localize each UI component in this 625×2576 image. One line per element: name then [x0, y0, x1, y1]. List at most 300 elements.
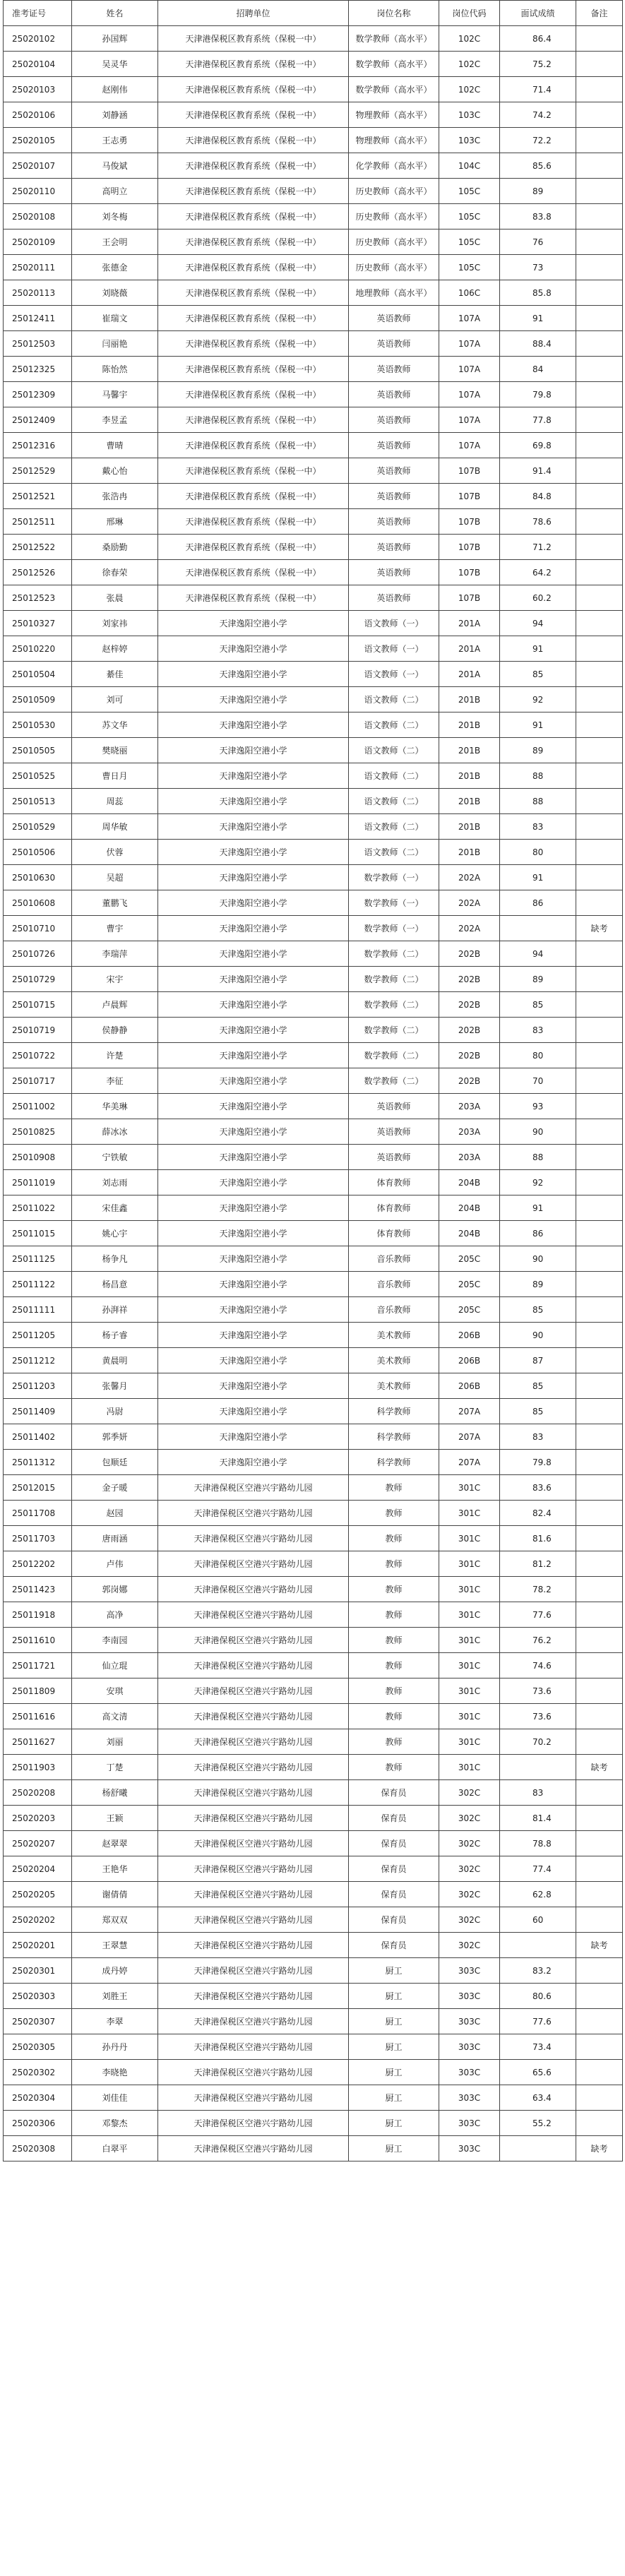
header-position-code: 岗位代码	[439, 1, 500, 26]
cell-position: 教师	[349, 1577, 439, 1602]
cell-exam-id: 25020302	[4, 2060, 72, 2085]
cell-unit: 天津逸阳空港小学	[158, 738, 349, 763]
cell-unit: 天津港保税区空港兴宇路幼儿园	[158, 1907, 349, 1933]
cell-name: 丁楚	[72, 1755, 158, 1780]
cell-exam-id: 25010717	[4, 1068, 72, 1094]
cell-position-code: 201B	[439, 814, 500, 840]
table-row	[4, 687, 623, 712]
cell-unit: 天津港保税区教育系统（保税一中）	[158, 585, 349, 611]
cell-exam-id: 25010513	[4, 789, 72, 814]
cell-position-code: 301C	[439, 1678, 500, 1704]
cell-note	[576, 407, 623, 433]
cell-unit: 天津港保税区空港兴宇路幼儿园	[158, 1729, 349, 1755]
cell-note	[576, 636, 623, 662]
cell-unit: 天津港保税区教育系统（保税一中）	[158, 357, 349, 382]
cell-name: 桑励勤	[72, 535, 158, 560]
cell-position-code: 107B	[439, 535, 500, 560]
cell-score: 70.2	[500, 1729, 576, 1755]
cell-score	[500, 2136, 576, 2161]
cell-exam-id: 25010729	[4, 967, 72, 992]
cell-position-code: 301C	[439, 1704, 500, 1729]
cell-score: 89	[500, 1272, 576, 1297]
cell-exam-id: 25010715	[4, 992, 72, 1018]
cell-position-code: 107A	[439, 382, 500, 407]
cell-exam-id: 25011809	[4, 1678, 72, 1704]
cell-position-code: 103C	[439, 102, 500, 128]
cell-position: 厨工	[349, 2060, 439, 2085]
cell-score: 70	[500, 1068, 576, 1094]
cell-note	[576, 1272, 623, 1297]
cell-name: 马俊斌	[72, 153, 158, 179]
cell-score: 77.6	[500, 2009, 576, 2034]
cell-position: 数学教师（一）	[349, 890, 439, 916]
cell-exam-id: 25020202	[4, 1907, 72, 1933]
cell-position-code: 202B	[439, 992, 500, 1018]
cell-name: 杨子睿	[72, 1323, 158, 1348]
cell-position-code: 201B	[439, 738, 500, 763]
cell-note	[576, 992, 623, 1018]
cell-name: 孙国辉	[72, 26, 158, 52]
cell-name: 赵园	[72, 1501, 158, 1526]
cell-name: 孙丹丹	[72, 2034, 158, 2060]
cell-position: 英语教师	[349, 1145, 439, 1170]
cell-unit: 天津逸阳空港小学	[158, 1272, 349, 1297]
cell-note	[576, 509, 623, 535]
cell-unit: 天津港保税区空港兴宇路幼儿园	[158, 1602, 349, 1628]
cell-score: 60.2	[500, 585, 576, 611]
table-row	[4, 1373, 623, 1399]
cell-score: 76.2	[500, 1628, 576, 1653]
cell-position-code: 207A	[439, 1424, 500, 1450]
table-row	[4, 1526, 623, 1551]
cell-exam-id: 25011903	[4, 1755, 72, 1780]
cell-name: 黄晨明	[72, 1348, 158, 1373]
table-row	[4, 2085, 623, 2111]
table-row	[4, 560, 623, 585]
cell-position-code: 301C	[439, 1602, 500, 1628]
cell-exam-id: 25012523	[4, 585, 72, 611]
cell-score: 86	[500, 890, 576, 916]
table-row	[4, 407, 623, 433]
cell-exam-id: 25011423	[4, 1577, 72, 1602]
cell-position-code: 205C	[439, 1297, 500, 1323]
table-row	[4, 1882, 623, 1907]
cell-unit: 天津港保税区教育系统（保税一中）	[158, 52, 349, 77]
cell-note	[576, 255, 623, 280]
cell-note	[576, 967, 623, 992]
cell-position: 教师	[349, 1653, 439, 1678]
cell-unit: 天津逸阳空港小学	[158, 916, 349, 941]
cell-unit: 天津逸阳空港小学	[158, 967, 349, 992]
cell-exam-id: 25012411	[4, 306, 72, 331]
cell-exam-id: 25011627	[4, 1729, 72, 1755]
cell-unit: 天津逸阳空港小学	[158, 1068, 349, 1094]
cell-score: 91	[500, 636, 576, 662]
cell-score: 91	[500, 865, 576, 890]
cell-position-code: 106C	[439, 280, 500, 306]
cell-exam-id: 25012522	[4, 535, 72, 560]
cell-note: 缺考	[576, 2136, 623, 2161]
table-row	[4, 2136, 623, 2161]
cell-score: 81.4	[500, 1806, 576, 1831]
cell-position: 英语教师	[349, 306, 439, 331]
cell-score: 80	[500, 840, 576, 865]
cell-position: 物理教师（高水平）	[349, 102, 439, 128]
cell-position-code: 107A	[439, 306, 500, 331]
cell-name: 包顺廷	[72, 1450, 158, 1475]
cell-position: 数学教师（二）	[349, 941, 439, 967]
cell-position-code: 201B	[439, 789, 500, 814]
cell-position-code: 303C	[439, 1958, 500, 1984]
cell-note	[576, 1780, 623, 1806]
cell-name: 郭季妍	[72, 1424, 158, 1450]
table-row	[4, 52, 623, 77]
cell-position: 语文教师（二）	[349, 738, 439, 763]
cell-position-code: 205C	[439, 1246, 500, 1272]
cell-note	[576, 1806, 623, 1831]
cell-position-code: 303C	[439, 2085, 500, 2111]
cell-name: 吴灵华	[72, 52, 158, 77]
table-row	[4, 458, 623, 484]
cell-note	[576, 840, 623, 865]
header-name: 姓名	[72, 1, 158, 26]
table-row	[4, 204, 623, 229]
cell-note	[576, 204, 623, 229]
cell-unit: 天津港保税区空港兴宇路幼儿园	[158, 2034, 349, 2060]
cell-exam-id: 25012511	[4, 509, 72, 535]
cell-note	[576, 662, 623, 687]
cell-unit: 天津港保税区空港兴宇路幼儿园	[158, 1806, 349, 1831]
cell-name: 曹宇	[72, 916, 158, 941]
cell-score: 93	[500, 1094, 576, 1119]
cell-unit: 天津逸阳空港小学	[158, 1145, 349, 1170]
cell-unit: 天津港保税区教育系统（保税一中）	[158, 535, 349, 560]
table-row	[4, 1297, 623, 1323]
cell-note	[576, 865, 623, 890]
cell-position: 化学教师（高水平）	[349, 153, 439, 179]
cell-unit: 天津逸阳空港小学	[158, 712, 349, 738]
cell-position-code: 302C	[439, 1856, 500, 1882]
cell-note	[576, 1221, 623, 1246]
cell-name: 崔瑞文	[72, 306, 158, 331]
cell-note	[576, 712, 623, 738]
cell-name: 薛冰冰	[72, 1119, 158, 1145]
cell-note	[576, 763, 623, 789]
cell-score: 69.8	[500, 433, 576, 458]
cell-position-code: 303C	[439, 2111, 500, 2136]
table-row	[4, 585, 623, 611]
cell-exam-id: 25011212	[4, 1348, 72, 1373]
cell-note	[576, 1628, 623, 1653]
cell-position-code: 201B	[439, 687, 500, 712]
table-row	[4, 916, 623, 941]
cell-position-code: 201B	[439, 840, 500, 865]
cell-position-code: 301C	[439, 1475, 500, 1501]
table-row	[4, 1170, 623, 1195]
cell-score: 80	[500, 1043, 576, 1068]
cell-exam-id: 25011122	[4, 1272, 72, 1297]
cell-name: 王志勇	[72, 128, 158, 153]
cell-exam-id: 25010506	[4, 840, 72, 865]
cell-note	[576, 1068, 623, 1094]
table-row	[4, 1551, 623, 1577]
header-note: 备注	[576, 1, 623, 26]
cell-note	[576, 789, 623, 814]
table-row	[4, 1119, 623, 1145]
cell-position-code: 207A	[439, 1399, 500, 1424]
cell-position: 语文教师（二）	[349, 687, 439, 712]
cell-position-code: 303C	[439, 2136, 500, 2161]
score-table	[3, 0, 623, 2161]
cell-score: 77.4	[500, 1856, 576, 1882]
cell-exam-id: 25010505	[4, 738, 72, 763]
cell-unit: 天津港保税区空港兴宇路幼儿园	[158, 1882, 349, 1907]
cell-note	[576, 2034, 623, 2060]
cell-position: 数学教师（高水平）	[349, 52, 439, 77]
cell-name: 姚心宇	[72, 1221, 158, 1246]
cell-name: 张德金	[72, 255, 158, 280]
cell-exam-id: 25010630	[4, 865, 72, 890]
cell-name: 李晓艳	[72, 2060, 158, 2085]
cell-unit: 天津港保税区教育系统（保税一中）	[158, 179, 349, 204]
table-row	[4, 1043, 623, 1068]
cell-name: 杨争凡	[72, 1246, 158, 1272]
cell-exam-id: 25012409	[4, 407, 72, 433]
cell-score: 83.6	[500, 1475, 576, 1501]
cell-score: 60	[500, 1907, 576, 1933]
cell-position-code: 201B	[439, 763, 500, 789]
cell-note	[576, 1195, 623, 1221]
cell-exam-id: 25020304	[4, 2085, 72, 2111]
cell-position-code: 206B	[439, 1348, 500, 1373]
cell-unit: 天津港保税区教育系统（保税一中）	[158, 204, 349, 229]
cell-position: 厨工	[349, 1958, 439, 1984]
cell-position-code: 301C	[439, 1526, 500, 1551]
cell-name: 赵翠翠	[72, 1831, 158, 1856]
table-row	[4, 1907, 623, 1933]
cell-exam-id: 25012202	[4, 1551, 72, 1577]
cell-note	[576, 1323, 623, 1348]
cell-name: 高净	[72, 1602, 158, 1628]
cell-exam-id: 25012526	[4, 560, 72, 585]
table-row	[4, 382, 623, 407]
cell-name: 李征	[72, 1068, 158, 1094]
cell-note	[576, 1145, 623, 1170]
cell-position: 教师	[349, 1704, 439, 1729]
cell-unit: 天津港保税区教育系统（保税一中）	[158, 280, 349, 306]
cell-position: 教师	[349, 1678, 439, 1704]
cell-exam-id: 25011918	[4, 1602, 72, 1628]
cell-score: 78.8	[500, 1831, 576, 1856]
cell-position-code: 201A	[439, 611, 500, 636]
cell-position: 体育教师	[349, 1170, 439, 1195]
table-row	[4, 1653, 623, 1678]
cell-note	[576, 1246, 623, 1272]
cell-score: 83	[500, 814, 576, 840]
cell-name: 董鹏飞	[72, 890, 158, 916]
cell-name: 邓黎杰	[72, 2111, 158, 2136]
table-row	[4, 229, 623, 255]
cell-exam-id: 25020105	[4, 128, 72, 153]
cell-name: 李南园	[72, 1628, 158, 1653]
cell-unit: 天津港保税区教育系统（保税一中）	[158, 153, 349, 179]
table-row	[4, 433, 623, 458]
cell-unit: 天津逸阳空港小学	[158, 1450, 349, 1475]
cell-unit: 天津港保税区空港兴宇路幼儿园	[158, 1984, 349, 2009]
cell-exam-id: 25020204	[4, 1856, 72, 1882]
cell-position-code: 107A	[439, 331, 500, 357]
table-row	[4, 1984, 623, 2009]
cell-name: 王会明	[72, 229, 158, 255]
cell-position-code: 303C	[439, 2009, 500, 2034]
cell-unit: 天津逸阳空港小学	[158, 1246, 349, 1272]
cell-name: 唐雨涵	[72, 1526, 158, 1551]
cell-unit: 天津逸阳空港小学	[158, 611, 349, 636]
cell-exam-id: 25020106	[4, 102, 72, 128]
cell-name: 李瑞萍	[72, 941, 158, 967]
cell-exam-id: 25020306	[4, 2111, 72, 2136]
cell-exam-id: 25012316	[4, 433, 72, 458]
cell-unit: 天津港保税区空港兴宇路幼儿园	[158, 2111, 349, 2136]
cell-position: 科学教师	[349, 1450, 439, 1475]
cell-unit: 天津逸阳空港小学	[158, 687, 349, 712]
cell-position: 厨工	[349, 2034, 439, 2060]
cell-name: 曹晴	[72, 433, 158, 458]
cell-score: 88	[500, 789, 576, 814]
table-row	[4, 1145, 623, 1170]
cell-unit: 天津逸阳空港小学	[158, 1323, 349, 1348]
cell-position: 英语教师	[349, 382, 439, 407]
cell-score	[500, 916, 576, 941]
cell-note	[576, 1170, 623, 1195]
table-row	[4, 1933, 623, 1958]
cell-position: 教师	[349, 1551, 439, 1577]
cell-score: 94	[500, 611, 576, 636]
cell-exam-id: 25010710	[4, 916, 72, 941]
cell-exam-id: 25020104	[4, 52, 72, 77]
cell-exam-id: 25012325	[4, 357, 72, 382]
cell-unit: 天津逸阳空港小学	[158, 662, 349, 687]
cell-score: 86	[500, 1221, 576, 1246]
cell-score: 84	[500, 357, 576, 382]
cell-note	[576, 484, 623, 509]
cell-note: 缺考	[576, 1933, 623, 1958]
cell-position-code: 103C	[439, 128, 500, 153]
cell-name: 赵梓婷	[72, 636, 158, 662]
cell-note	[576, 331, 623, 357]
cell-note	[576, 1958, 623, 1984]
cell-score: 89	[500, 967, 576, 992]
cell-unit: 天津港保税区教育系统（保税一中）	[158, 407, 349, 433]
cell-unit: 天津逸阳空港小学	[158, 865, 349, 890]
cell-score: 85	[500, 662, 576, 687]
cell-note	[576, 1018, 623, 1043]
cell-name: 高文清	[72, 1704, 158, 1729]
table-row	[4, 1272, 623, 1297]
cell-position-code: 202A	[439, 916, 500, 941]
cell-position-code: 207A	[439, 1450, 500, 1475]
cell-name: 许楚	[72, 1043, 158, 1068]
cell-unit: 天津逸阳空港小学	[158, 992, 349, 1018]
cell-score: 73.6	[500, 1704, 576, 1729]
cell-unit: 天津逸阳空港小学	[158, 1348, 349, 1373]
cell-name: 刘佳佳	[72, 2085, 158, 2111]
table-row	[4, 509, 623, 535]
cell-note	[576, 1119, 623, 1145]
cell-exam-id: 25020205	[4, 1882, 72, 1907]
cell-note	[576, 77, 623, 102]
cell-score: 94	[500, 941, 576, 967]
cell-position-code: 203A	[439, 1145, 500, 1170]
cell-position: 音乐教师	[349, 1297, 439, 1323]
cell-note	[576, 1526, 623, 1551]
cell-position: 英语教师	[349, 509, 439, 535]
cell-note	[576, 2009, 623, 2034]
cell-unit: 天津逸阳空港小学	[158, 1195, 349, 1221]
cell-name: 吴超	[72, 865, 158, 890]
cell-position-code: 303C	[439, 1984, 500, 2009]
table-row	[4, 789, 623, 814]
cell-position-code: 201A	[439, 662, 500, 687]
cell-name: 仙立琨	[72, 1653, 158, 1678]
cell-position: 语文教师（二）	[349, 814, 439, 840]
cell-score: 89	[500, 738, 576, 763]
cell-position-code: 107B	[439, 458, 500, 484]
table-row	[4, 840, 623, 865]
cell-name: 卢伟	[72, 1551, 158, 1577]
cell-position-code: 107B	[439, 509, 500, 535]
cell-note	[576, 179, 623, 204]
cell-position: 英语教师	[349, 484, 439, 509]
cell-note	[576, 1882, 623, 1907]
cell-exam-id: 25020111	[4, 255, 72, 280]
table-row	[4, 967, 623, 992]
cell-position: 保育员	[349, 1831, 439, 1856]
cell-position-code: 107A	[439, 407, 500, 433]
table-row	[4, 1450, 623, 1475]
cell-note	[576, 535, 623, 560]
cell-note	[576, 1475, 623, 1501]
cell-position: 历史教师（高水平）	[349, 204, 439, 229]
cell-unit: 天津港保税区空港兴宇路幼儿园	[158, 1933, 349, 1958]
cell-exam-id: 25020113	[4, 280, 72, 306]
cell-position-code: 301C	[439, 1653, 500, 1678]
table-row	[4, 1806, 623, 1831]
table-row	[4, 941, 623, 967]
table-row	[4, 306, 623, 331]
cell-name: 冯尉	[72, 1399, 158, 1424]
cell-name: 周蕊	[72, 789, 158, 814]
cell-exam-id: 25010908	[4, 1145, 72, 1170]
table-row	[4, 1780, 623, 1806]
cell-unit: 天津港保税区教育系统（保税一中）	[158, 484, 349, 509]
cell-position: 英语教师	[349, 1119, 439, 1145]
cell-position: 保育员	[349, 1933, 439, 1958]
cell-position-code: 102C	[439, 26, 500, 52]
cell-unit: 天津港保税区教育系统（保税一中）	[158, 128, 349, 153]
cell-name: 宋宇	[72, 967, 158, 992]
cell-score: 78.2	[500, 1577, 576, 1602]
cell-unit: 天津逸阳空港小学	[158, 1170, 349, 1195]
cell-position: 厨工	[349, 2136, 439, 2161]
cell-position: 教师	[349, 1501, 439, 1526]
cell-score: 85.8	[500, 280, 576, 306]
cell-position: 地理教师（高水平）	[349, 280, 439, 306]
cell-position-code: 301C	[439, 1729, 500, 1755]
cell-unit: 天津港保税区教育系统（保税一中）	[158, 26, 349, 52]
cell-position-code: 107A	[439, 433, 500, 458]
cell-exam-id: 25011312	[4, 1450, 72, 1475]
